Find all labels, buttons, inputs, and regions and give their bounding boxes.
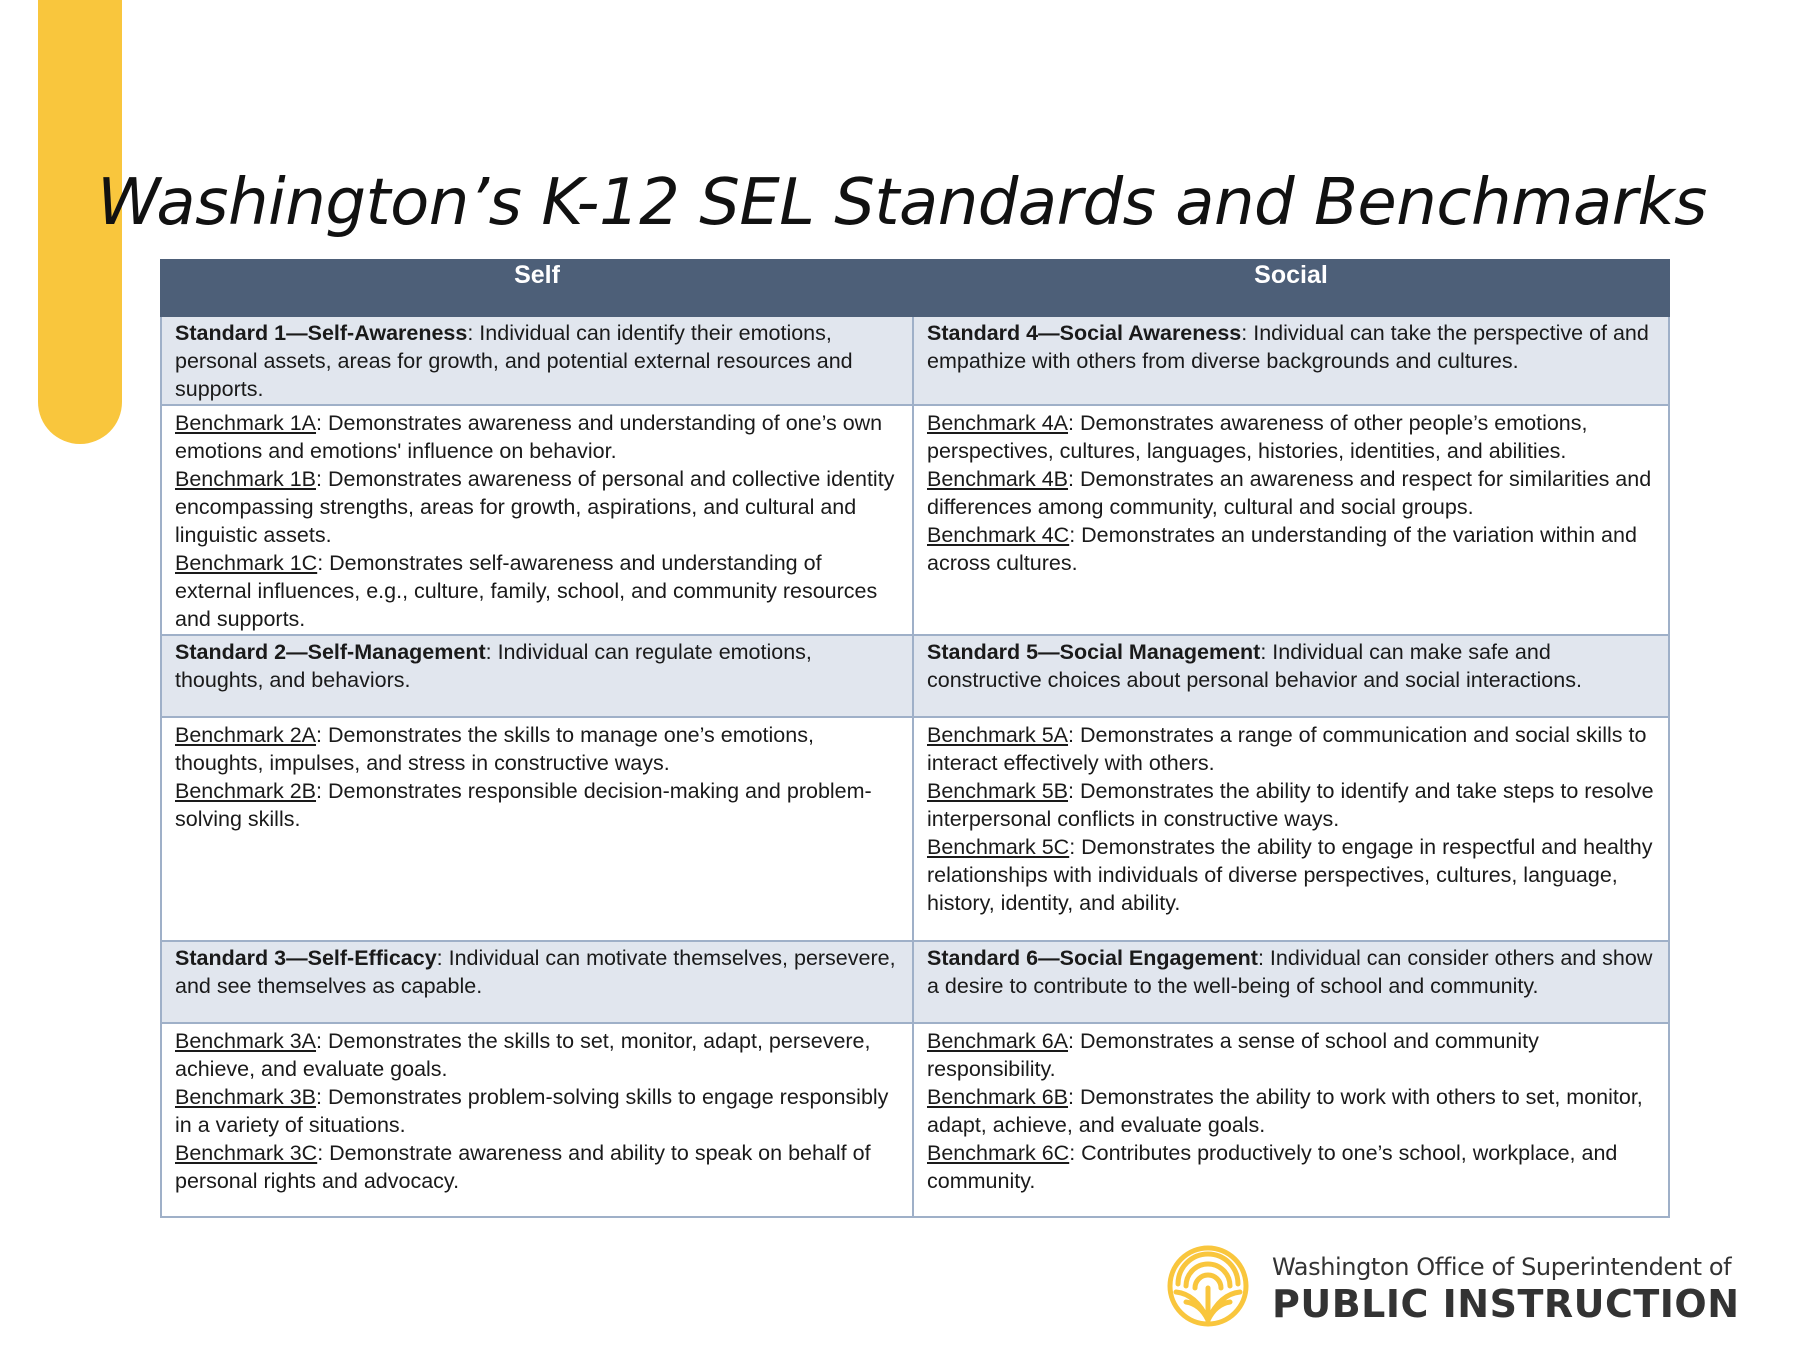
benchmark-cell [913, 1023, 1669, 1217]
benchmark-label: Benchmark 3B [175, 1085, 317, 1109]
benchmark-item [927, 1139, 1655, 1195]
benchmark-item [927, 833, 1655, 917]
standard-text: : Individual can identify their emotions, personal assets, areas for growth, and potential external resources and supports. [175, 321, 853, 401]
benchmark-cell [161, 717, 913, 941]
benchmark-text: : Contributes productively to one’s school, workplace, and community. [927, 1141, 1618, 1193]
benchmark-text: : Demonstrates self-awareness and understanding of external influences, e.g., culture, family, school, and community resources and supports. [175, 551, 878, 631]
standard-text: : Individual can regulate emotions, thoughts, and behaviors. [175, 640, 812, 692]
benchmark-item [175, 549, 899, 633]
benchmark-row [161, 1023, 1669, 1217]
sel-standards-table [160, 259, 1670, 1218]
benchmark-text: : Demonstrate awareness and ability to speak on behalf of personal rights and advocacy. [175, 1141, 871, 1193]
benchmark-label: Benchmark 6B [927, 1085, 1069, 1109]
benchmark-text: : Demonstrates a range of communication and social skills to interact effectively with others. [927, 723, 1647, 775]
standard-cell [913, 316, 1669, 405]
page-title: Washington’s K-12 SEL Standards and Benchmarks [97, 166, 1707, 240]
benchmark-label: Benchmark 1C [175, 551, 318, 575]
table-header-row [161, 260, 1669, 316]
standard-row [161, 941, 1669, 1023]
benchmark-text: : Demonstrates awareness of other people’s emotions, perspectives, cultures, languages, histories, identities, and abilities. [927, 411, 1588, 463]
benchmark-label: Benchmark 2A [175, 723, 317, 747]
standard-text: : Individual can motivate themselves, persevere, and see themselves as capable. [175, 946, 896, 998]
benchmark-text: : Demonstrates the ability to engage in respectful and healthy relationships with individuals of diverse perspectives, cultures, language, history, identity, and ability. [927, 835, 1653, 915]
standard-row [161, 635, 1669, 717]
benchmark-label: Benchmark 2B [175, 779, 317, 803]
benchmark-item [927, 777, 1655, 833]
benchmark-text: : Demonstrates the ability to identify and take steps to resolve interpersonal conflicts in constructive ways. [927, 779, 1654, 831]
benchmark-item [927, 1083, 1655, 1139]
ospi-logo-icon [1166, 1244, 1250, 1328]
benchmark-label: Benchmark 3A [175, 1029, 317, 1053]
benchmark-label: Benchmark 6A [927, 1029, 1069, 1053]
benchmark-label: Benchmark 4B [927, 467, 1069, 491]
benchmark-text: : Demonstrates awareness of personal and collective identity encompassing strengths, areas for growth, aspirations, and cultural and linguistic assets. [175, 467, 895, 547]
benchmark-label: Benchmark 4C [927, 523, 1070, 547]
standard-label: Standard 1—Self-Awareness [175, 321, 468, 345]
benchmark-cell [161, 1023, 913, 1217]
standard-text: : Individual can consider others and show a desire to contribute to the well-being of school and community. [927, 946, 1653, 998]
benchmark-text: : Demonstrates problem-solving skills to engage responsibly in a variety of situations. [175, 1085, 889, 1137]
benchmark-label: Benchmark 5B [927, 779, 1069, 803]
benchmark-label: Benchmark 1B [175, 467, 317, 491]
header-self: Self [161, 260, 913, 316]
standard-row [161, 316, 1669, 405]
benchmark-label: Benchmark 1A [175, 411, 317, 435]
benchmark-item [175, 465, 899, 549]
benchmark-text: : Demonstrates responsible decision-making and problem-solving skills. [175, 779, 872, 831]
standard-cell [161, 635, 913, 717]
standard-label: Standard 2—Self-Management [175, 640, 486, 664]
logo-org-line: Washington Office of Superintendent of [1272, 1253, 1732, 1281]
standard-label: Standard 6—Social Engagement [927, 946, 1258, 970]
benchmark-text: : Demonstrates the skills to manage one’s emotions, thoughts, impulses, and stress in constructive ways. [175, 723, 814, 775]
benchmark-item [175, 1139, 899, 1195]
standard-cell [913, 635, 1669, 717]
benchmark-row [161, 405, 1669, 635]
benchmark-row [161, 717, 1669, 941]
benchmark-item [927, 1027, 1655, 1083]
benchmark-item [927, 465, 1655, 521]
header-social: Social [913, 260, 1669, 316]
benchmark-item [175, 1027, 899, 1083]
standard-cell [161, 941, 913, 1023]
standard-label: Standard 5—Social Management [927, 640, 1261, 664]
benchmark-item [927, 721, 1655, 777]
logo-org-name: PUBLIC INSTRUCTION [1272, 1282, 1740, 1326]
benchmark-text: : Demonstrates a sense of school and community responsibility. [927, 1029, 1539, 1081]
benchmark-label: Benchmark 3C [175, 1141, 318, 1165]
benchmark-text: : Demonstrates an understanding of the variation within and across cultures. [927, 523, 1637, 575]
benchmark-item [927, 521, 1655, 577]
standard-text: : Individual can make safe and constructive choices about personal behavior and social interactions. [927, 640, 1582, 692]
benchmark-item [175, 1083, 899, 1139]
benchmark-label: Benchmark 5A [927, 723, 1069, 747]
benchmark-cell [913, 717, 1669, 941]
benchmark-cell [161, 405, 913, 635]
benchmark-item [927, 409, 1655, 465]
benchmark-text: : Demonstrates the skills to set, monitor, adapt, persevere, achieve, and evaluate goals. [175, 1029, 871, 1081]
standard-label: Standard 4—Social Awareness [927, 321, 1242, 345]
benchmark-item [175, 777, 899, 833]
standard-cell [913, 941, 1669, 1023]
benchmark-text: : Demonstrates an awareness and respect for similarities and differences among community, cultural and social groups. [927, 467, 1652, 519]
benchmark-item [175, 409, 899, 465]
benchmark-text: : Demonstrates awareness and understanding of one’s own emotions and emotions' influence on behavior. [175, 411, 883, 463]
benchmark-cell [913, 405, 1669, 635]
standard-cell [161, 316, 913, 405]
benchmark-item [175, 721, 899, 777]
standard-label: Standard 3—Self-Efficacy [175, 946, 437, 970]
standard-text: : Individual can take the perspective of and empathize with others from diverse backgrounds and cultures. [927, 321, 1649, 373]
benchmark-text: : Demonstrates the ability to work with others to set, monitor, adapt, achieve, and evaluate goals. [927, 1085, 1643, 1137]
benchmark-label: Benchmark 6C [927, 1141, 1070, 1165]
benchmark-label: Benchmark 4A [927, 411, 1069, 435]
benchmark-label: Benchmark 5C [927, 835, 1070, 859]
